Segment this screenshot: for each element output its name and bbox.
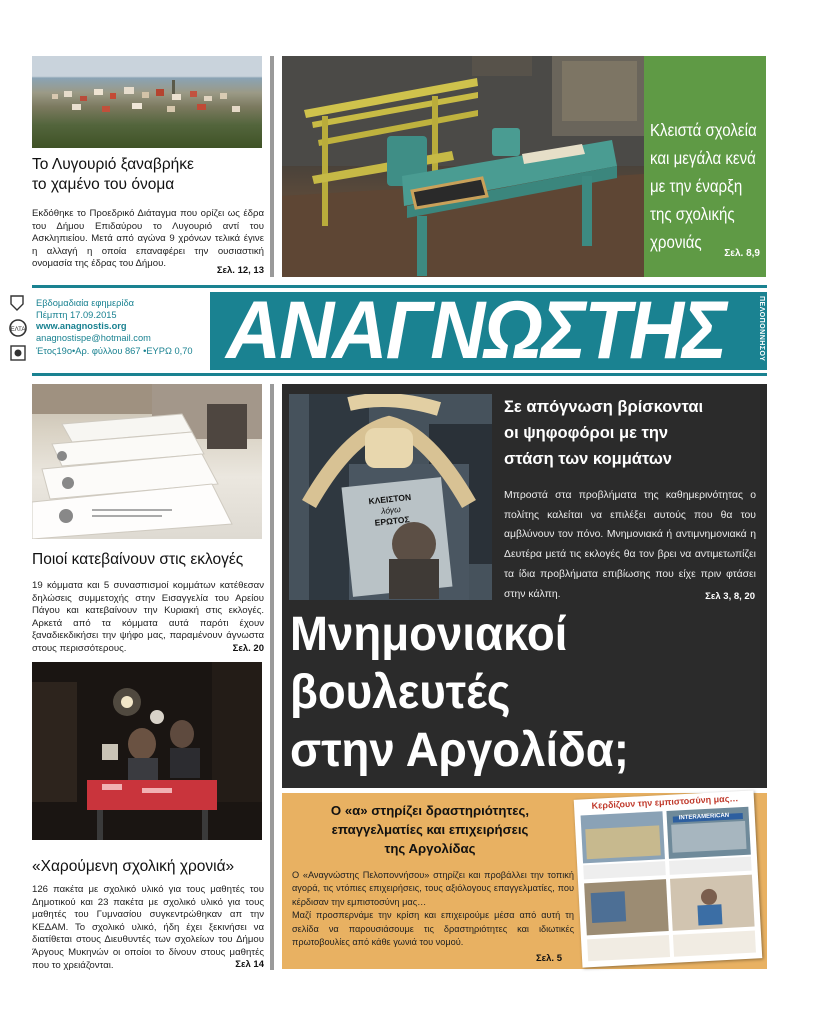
- masthead-side-text: ΠΕΛΟΠΟΝΝΗΣΟΥ: [758, 296, 765, 362]
- website-link[interactable]: www.anagnostis.org: [36, 321, 127, 332]
- photo-caption-sign: ΚΛΕΙΣΤΟΝ λόγω ΕΡΩΤΟΣ: [368, 491, 412, 528]
- voters-page-ref: Σελ 3, 8, 20: [705, 591, 755, 602]
- schools-headline: Κλειστά σχολεία και μεγάλα κενά με την έναρξη της σχολικής χρονιάς: [650, 120, 757, 252]
- svg-text:ΕΛΤΑ: ΕΛΤΑ: [10, 327, 26, 333]
- closed-for-love-photo: [289, 394, 492, 600]
- classroom-photo: [282, 56, 644, 277]
- masthead-title: ΑΝΑΓΝΩΣΤΗΣ: [226, 292, 726, 370]
- lead-story-box: [282, 384, 767, 788]
- masthead-info: [36, 298, 206, 358]
- school-year-body: 126 πακέτα με σχολικό υλικό για τους μαθητές του Δημοτικού και 23 πακέτα με σχολικό υλικό για τους μαθητές του Γυμνασίου συγκεντρώθηκαν απ την ΚΕΔΑΜ. Το σχολικό υλικό, ήδη έχει ξεκινήσει να διατίθεται στους Διευθυντές των σχολείων του Δήμου Άργους Μυκηνών οι οποίοι το δίνουν στους μαθητές που το χρειάζονται.: [32, 884, 264, 971]
- school-year-page-ref: Σελ 14: [235, 959, 264, 970]
- dj-event-photo: [32, 662, 262, 840]
- business-box: [282, 793, 767, 969]
- column-divider: [270, 56, 274, 277]
- paper-type: Εβδομαδιαία εφημερίδα: [36, 298, 135, 308]
- masthead-rule-top: [32, 285, 767, 288]
- business-body: Ο «Αναγνώστης Πελοποννήσου» στηρίζει και προβάλλει την τοπική αγορά, τις ντόπιες επιχειρήσεις, τους αξιόλογους επαγγελματίες, που κέρδισαν την εμπιστοσύνη μας… Μαζί προσπερνάμε την κρίση και επιχειρούμε μέσα από αυτή τη σελίδα να παρουσιάσουμε τις δραστηριότητες και ιδιωτικές πρωτοβουλίες από κάθε γωνιά του νομού.: [292, 870, 574, 948]
- column-divider-lower: [270, 384, 274, 970]
- voters-body: Μπροστά στα προβλήματα της καθημερινότητας ο πολίτης καλείται να επιλέξει αυτούς που θα του αμβλύνουν τον πόνο. Μνημονιακά ή αντιμνημονιακά η Δευτέρα μετά τις εκλογές θα τον βρει να αντιμετωπίζει τα ίδια προβλήματα επιβίωσης που είχε πριν φτάσει στην κάλπη.: [504, 490, 756, 600]
- masthead-banner: [210, 292, 767, 370]
- lygourio-body: Εκδόθηκε το Προεδρικό Διάταγμα που ορίζει ως έδρα του Δήμου Επιδαύρου το Λυγουριό αντί του Ασκληπιείου. Μετά από αγώνα 9 χρόνων τελικά έγινε η αλλαγή η οποία επαναφέρει την ουσιαστική ονομασία της έδρας του Δήμου.: [32, 208, 264, 270]
- schools-page-ref: Σελ. 8,9: [724, 248, 760, 259]
- ballots-photo: [32, 384, 262, 539]
- masthead-left-icons: [8, 294, 28, 366]
- main-headline: Μνημονιακοί βουλευτές στην Αργολίδα;: [290, 608, 630, 777]
- business-inset-page[interactable]: [574, 790, 763, 967]
- elections-page-ref: Σελ. 20: [232, 643, 264, 654]
- issue-info: Έτος19ο•Αρ. φύλλου 867 •ΕΥΡΩ 0,70: [36, 346, 193, 357]
- village-photo: [32, 56, 262, 148]
- business-headline: Ο «α» στηρίζει δραστηριότητες, επαγγελματίες και επιχειρήσεις της Αργολίδας: [330, 803, 530, 856]
- inset-title: Κερδίζουν την εμπιστοσύνη μας…: [591, 793, 739, 811]
- masthead-rule-bottom: [32, 373, 767, 376]
- business-page-ref: Σελ. 5: [535, 953, 562, 964]
- school-year-title: «Χαρούμενη σχολική χρονιά»: [32, 858, 235, 875]
- lygourio-page-ref: Σελ. 12, 13: [216, 265, 264, 276]
- issue-date: Πέμπτη 17.09.2015: [36, 309, 117, 320]
- elections-body: 19 κόμματα και 5 συνασπισμοί κομμάτων κατέθεσαν δηλώσεις συμμετοχής στην Εισαγγελία του Αρείου Πάγου και κατεβαίνουν την Κυριακή στις εκλογές. Αρκετά από τα κόμματα αυτά παρότι έχουν ξαναδιεκδικήσει την ψήφο μας, παραμένουν άγνωστα στους περισσότερους.: [32, 580, 264, 654]
- inset-sign: INTERAMERICAN: [678, 812, 730, 822]
- email-link[interactable]: anagnostispe@hotmail.com: [36, 332, 151, 343]
- schools-green-box: [644, 56, 766, 277]
- lygourio-title: Το Λυγουριό ξαναβρήκε το χαμένο του όνομα: [32, 156, 194, 193]
- elections-title: Ποιοί κατεβαίνουν στις εκλογές: [32, 551, 244, 568]
- voters-headline: Σε απόγνωση βρίσκονται οι ψηφοφόροι με την στάση των κομμάτων: [504, 398, 704, 468]
